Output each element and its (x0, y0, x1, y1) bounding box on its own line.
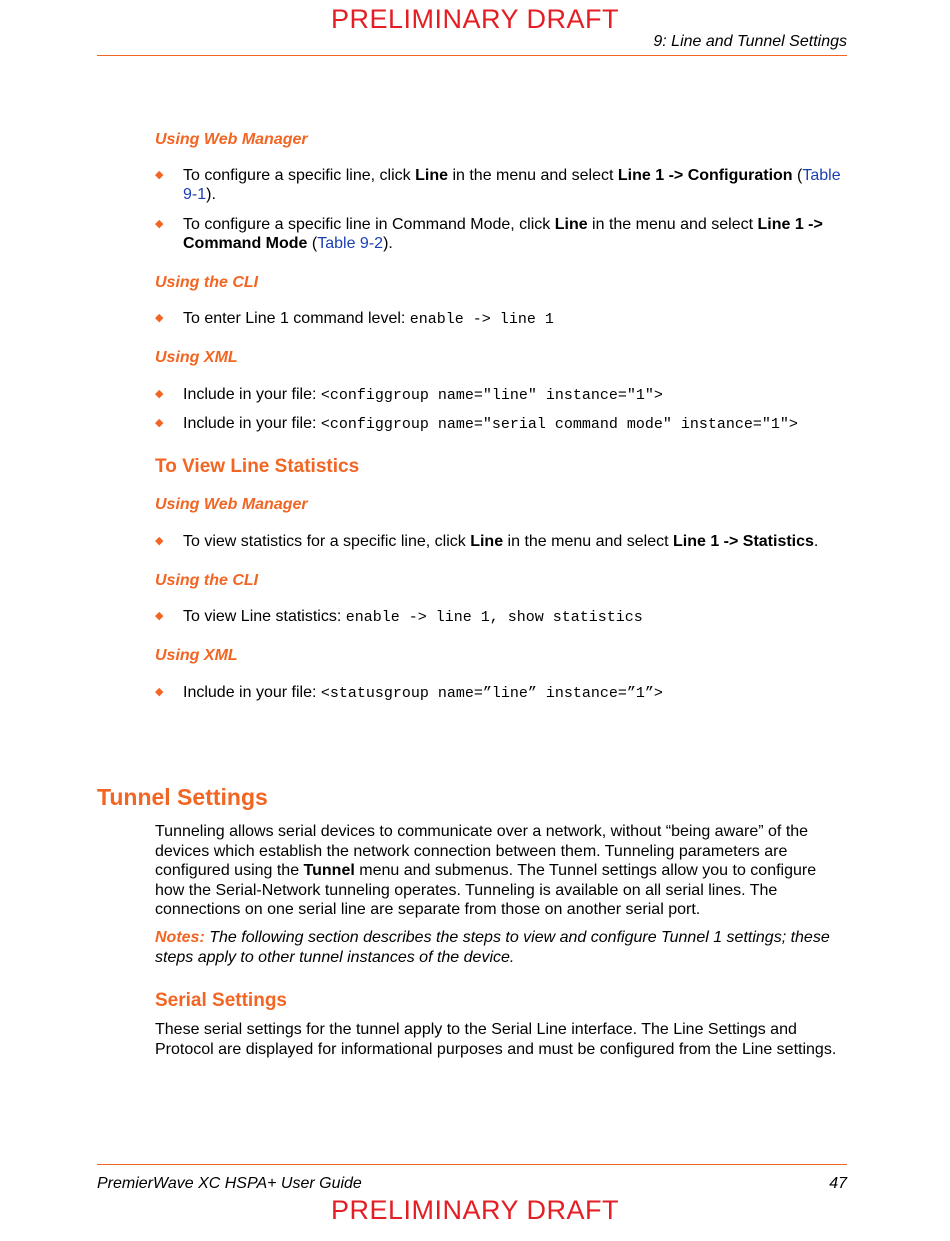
text: To view Line statistics: (183, 608, 346, 625)
heading-tunnel-settings: Tunnel Settings (97, 784, 268, 810)
tunnel-paragraph (155, 822, 847, 920)
tunnel-note (155, 928, 847, 967)
diamond-bullet-icon: ◆ (155, 686, 164, 698)
diamond-bullet-icon: ◆ (155, 610, 164, 622)
note-text: The following section describes the steps to view and configure Tunnel 1 settings; these steps apply to other tunnel instances of the device. (155, 929, 830, 966)
list-item (155, 414, 847, 434)
list-item (155, 385, 847, 405)
diamond-bullet-icon: ◆ (155, 218, 164, 230)
menu-path: Line 1 -> Configuration (617, 167, 793, 184)
text: To enter Line 1 command level: (183, 310, 410, 327)
menu-name: Line (470, 533, 504, 550)
text: ( (792, 167, 803, 184)
table-link[interactable]: Table 9-1 (183, 167, 841, 203)
text: Tunneling allows serial devices to communicate over a network, without “being aware” of the devices which establish the network connection between them. Tunneling parameters are configured using the (155, 823, 809, 879)
text: Include in your file: (183, 386, 321, 403)
watermark-bottom: PRELIMINARY DRAFT (330, 1195, 620, 1225)
text: To configure a specific line in Command Mode, click (183, 216, 555, 233)
subheading-cli-1: Using the CLI (155, 274, 259, 291)
heading-view-line-statistics: To View Line Statistics (155, 456, 360, 477)
menu-name: Line (554, 216, 588, 233)
diamond-bullet-icon: ◆ (155, 312, 164, 324)
header-rule (97, 55, 847, 56)
list-item (155, 215, 847, 253)
text: ( (307, 235, 318, 252)
subheading-web-manager-1: Using Web Manager (155, 131, 308, 148)
subheading-xml-1: Using XML (155, 349, 238, 366)
code-snippet: enable -> line 1 (409, 311, 554, 328)
diamond-bullet-icon: ◆ (155, 535, 164, 547)
code-snippet: <configgroup name="line" instance="1"> (320, 387, 663, 404)
list-item (155, 683, 847, 703)
diamond-bullet-icon: ◆ (155, 388, 164, 400)
header-chapter: 9: Line and Tunnel Settings (653, 33, 847, 50)
menu-name: Tunnel (303, 862, 355, 879)
list-item (155, 309, 847, 329)
text: in the menu and select (587, 216, 758, 233)
page-number: 47 (829, 1175, 847, 1192)
text: in the menu and select (448, 167, 618, 184)
serial-paragraph: These serial settings for the tunnel apply to the Serial Line interface. The Line Settings and Protocol are displayed for informational purposes and must be configured from the Line settings. (155, 1021, 837, 1058)
menu-name: Line (415, 167, 448, 184)
list-item (155, 532, 847, 551)
text: in the menu and select (503, 533, 673, 550)
diamond-bullet-icon: ◆ (155, 417, 164, 429)
list-item (155, 607, 847, 627)
text: . (813, 533, 819, 550)
subheading-xml-2: Using XML (155, 647, 238, 664)
text: To configure a specific line, click (183, 167, 416, 184)
code-snippet: <configgroup name="serial command mode" instance="1"> (320, 416, 798, 433)
footer-rule (97, 1164, 847, 1165)
text: To view statistics for a specific line, click (183, 533, 471, 550)
menu-path: Line 1 -> Command Mode (183, 216, 823, 252)
watermark-top: PRELIMINARY DRAFT (330, 4, 620, 34)
subheading-cli-2: Using the CLI (155, 572, 259, 589)
list-item (155, 166, 847, 204)
diamond-bullet-icon: ◆ (155, 169, 164, 181)
menu-path: Line 1 -> Statistics (672, 533, 814, 550)
text: Include in your file: (183, 684, 321, 701)
heading-serial-settings: Serial Settings (155, 990, 287, 1011)
text: ). (383, 235, 393, 252)
code-snippet: <statusgroup name=”line” instance=”1”> (320, 685, 663, 702)
subheading-web-manager-2: Using Web Manager (155, 496, 308, 513)
table-link[interactable]: Table 9-2 (317, 235, 384, 252)
text: ). (206, 186, 216, 203)
text: menu and submenus. The Tunnel settings allow you to configure how the Serial-Network tunneling operates. Tunneling is available on all serial lines. The connections on one serial line are separate from those on another serial port. (155, 862, 817, 918)
code-snippet: enable -> line 1, show statistics (345, 609, 643, 626)
text: Include in your file: (183, 415, 321, 432)
note-label: Notes: (155, 929, 205, 946)
footer-title: PremierWave XC HSPA+ User Guide (97, 1175, 362, 1192)
